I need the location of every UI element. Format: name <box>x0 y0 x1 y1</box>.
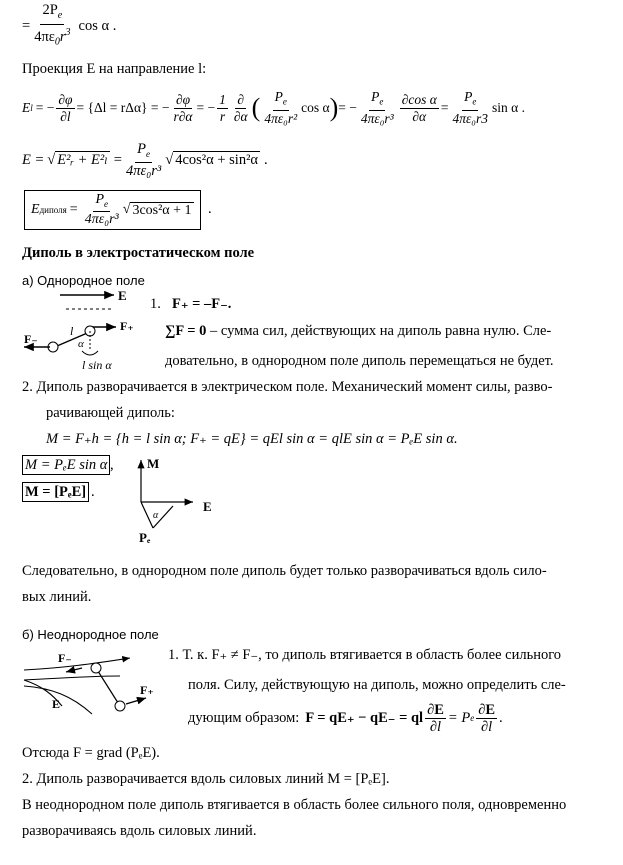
b-force-eq-sub: e <box>470 713 475 723</box>
top-formula-fraction <box>32 2 72 51</box>
el-f1-den: ∂l <box>60 108 71 124</box>
section-b-title: б) Неоднородное поле <box>22 627 159 642</box>
fig3-fminus-label: F₋ <box>58 651 72 665</box>
el-f2-num: ∂φ <box>175 91 191 107</box>
box-num: P <box>95 191 104 207</box>
el-f7-den: 4πε₀r3 <box>452 110 488 126</box>
boxed-moment-vector-tail: . <box>91 484 95 500</box>
b-item1-line3: дующим образом: <box>188 709 300 726</box>
fig2-m-label: M <box>147 456 160 471</box>
sum-text: – сумма сил, действующих на диполь равна нулю. Сле- <box>210 323 552 339</box>
el-inner-den: 4πε₀r² <box>264 110 298 126</box>
minus-charge-b <box>91 663 101 673</box>
el-left-paren: ( <box>251 93 261 122</box>
box-den: 4πε₀r³ <box>84 212 119 228</box>
hence-line: Отсюда F = grad (PₑE). <box>22 745 160 761</box>
b-force-eq: = P <box>447 709 471 726</box>
item1-number: 1. <box>150 296 161 312</box>
item1-equation: F₊ = –F₋. <box>172 296 232 312</box>
moment-vector-figure <box>125 452 235 544</box>
sum-line <box>165 322 551 340</box>
fig3-e-label: E <box>52 697 61 711</box>
el-f7-num: P <box>464 89 473 105</box>
boxed-moment-vector: M = [PₑE] <box>22 482 89 502</box>
projection-text: Проекция E на направление l: <box>22 61 207 77</box>
height-bracket <box>82 351 98 355</box>
el-f4-num: ∂ <box>237 91 245 107</box>
pe-vector <box>141 502 153 528</box>
fig1-alpha-label: α <box>78 338 84 350</box>
top-num-sub: e <box>57 9 63 21</box>
el-brace: = {Δl = rΔα} = − <box>76 100 170 115</box>
plus-charge-b <box>115 701 125 711</box>
top-formula-tail: cos α . <box>78 17 117 34</box>
el-f3-den: r <box>219 108 226 124</box>
e-sqrt1-sign: √ <box>47 151 56 168</box>
boxed-formula-tail: . <box>208 201 212 217</box>
section-heading: Диполь в электростатическом поле <box>22 245 255 261</box>
fig2-alpha-label: α <box>153 510 159 521</box>
top-formula <box>22 1 117 48</box>
boxed-moment-scalar-tail: , <box>110 457 114 473</box>
top-den: 4πε <box>34 28 55 45</box>
b-force-lhs: F = qE₊ − qE₋ = ql <box>305 710 424 726</box>
e-sqrt1-inner: E²ᵣ + E²ₗ <box>57 152 108 168</box>
el-f5-num-sub: e <box>379 96 384 107</box>
e-num: P <box>137 141 147 158</box>
field-curve-2 <box>24 676 120 680</box>
boxed-dipole-formula <box>24 190 201 230</box>
e-sqrt2-sign: √ <box>165 151 174 168</box>
el-f5-num: P <box>371 89 380 105</box>
el-lhs: E <box>22 100 31 115</box>
box-lhs-sub: диполя <box>39 205 67 215</box>
el-f1-num: ∂φ <box>58 91 73 107</box>
fplus-arrow-b <box>126 698 146 704</box>
el-f2-den: r∂α <box>173 108 193 124</box>
e-sqrt2-inner: 4cos²α + sin²α <box>175 152 259 168</box>
b-force-f1-den: ∂l <box>429 718 442 735</box>
e-formula <box>22 140 268 180</box>
fminus-arrow-b <box>66 668 82 672</box>
sum-text-line2: довательно, в однородном поле диполь перемещаться не будет. <box>165 353 554 369</box>
box-sqrt-inner: 3cos²α + 1 <box>132 202 192 218</box>
nonuniform-field-figure <box>22 644 162 724</box>
fig1-fplus-label: F₊ <box>120 319 134 333</box>
top-den-rest: r <box>59 28 66 45</box>
top-den-sub: 0 <box>54 36 60 48</box>
el-inner-num-sub: e <box>282 96 287 107</box>
final-line2: разворачиваясь вдоль силовых линий. <box>22 823 257 839</box>
el-eq3: = − <box>338 100 357 115</box>
top-den-sup: 3 <box>65 26 71 38</box>
box-num-sub: e <box>104 198 108 209</box>
el-f4-den: ∂α <box>233 108 248 124</box>
fig1-lsin-label: l sin α <box>82 358 112 372</box>
el-inner-tail: cos α <box>301 100 330 115</box>
dipole-b <box>96 668 120 706</box>
el-f6-den: ∂α <box>412 108 427 124</box>
box-eq: = <box>69 202 78 217</box>
final-line1: В неоднородном поле диполь втягивается в область более сильного поля, одновременно <box>22 797 567 813</box>
moment-formula: M = F₊h = {h = l sin α; F₊ = qE} = qEl sin α = qlE sin α = PₑE sin α. <box>46 431 458 447</box>
sum-formula: ∑F = 0 <box>165 323 207 339</box>
b-item2: 2. Диполь разворачивается вдоль силовых линий M = [PₑE]. <box>22 771 390 787</box>
el-f3-num: 1 <box>219 91 226 107</box>
top-formula-prefix: = <box>22 17 31 34</box>
el-formula <box>22 86 525 130</box>
fig3-fplus-label: F₊ <box>140 683 154 697</box>
b-item1-line2: поля. Силу, действующую на диполь, можно определить сле- <box>188 677 566 693</box>
b-force-f2-num: ∂E <box>478 701 496 718</box>
e-num-sub: e <box>146 148 151 159</box>
e-tail: . <box>264 151 268 168</box>
b-force-f2-den: ∂l <box>481 718 493 735</box>
el-f5-den: 4πε₀r³ <box>360 110 394 126</box>
uniform-field-figure <box>20 285 148 373</box>
el-lhs-sub: l <box>30 103 33 113</box>
e-lhs: E = <box>22 151 45 168</box>
field-curve-1 <box>24 658 130 670</box>
fig2-pe-label: Pₑ <box>139 530 151 544</box>
fig1-l-label: l <box>70 324 74 338</box>
conclusion-a-line1: Следовательно, в однородном поле диполь будет только разворачиваться вдоль сило- <box>22 563 547 579</box>
section-a-title: а) Однородное поле <box>22 273 145 288</box>
el-f6-num: ∂cos α <box>401 91 437 107</box>
el-tail: sin α . <box>492 100 525 115</box>
top-num: 2P <box>42 1 58 18</box>
boxed-moment-scalar: M = PₑE sin α <box>22 455 110 475</box>
b-item1-line1: 1. Т. к. F₊ ≠ F₋, то диполь втягивается в область более сильного <box>168 647 562 663</box>
fig1-fminus-label: F₋ <box>24 332 38 346</box>
b-force-f1-num: ∂E <box>427 701 444 718</box>
conclusion-a-line2: вых линий. <box>22 589 92 605</box>
item2-line1: 2. Диполь разворачивается в электрическом поле. Механический момент силы, разво- <box>22 379 553 395</box>
b-force-line <box>188 698 503 738</box>
box-sqrt-sign: √ <box>122 202 131 217</box>
el-eq2: = − <box>196 100 216 115</box>
e-eq: = <box>113 151 122 168</box>
el-eq1: = − <box>35 100 55 115</box>
el-inner-num: P <box>274 89 283 105</box>
e-den: 4πε₀r³ <box>125 162 162 179</box>
fig1-e-label: E <box>118 288 127 303</box>
b-force-tail: . <box>499 709 503 726</box>
item2-line2: рачивающей диполь: <box>46 405 175 421</box>
el-f7-num-sub: e <box>472 96 477 107</box>
fig2-e-label: E <box>203 499 212 514</box>
el-eq4: = <box>440 100 449 115</box>
el-right-paren: ) <box>329 93 339 122</box>
box-lhs: E <box>31 202 40 217</box>
